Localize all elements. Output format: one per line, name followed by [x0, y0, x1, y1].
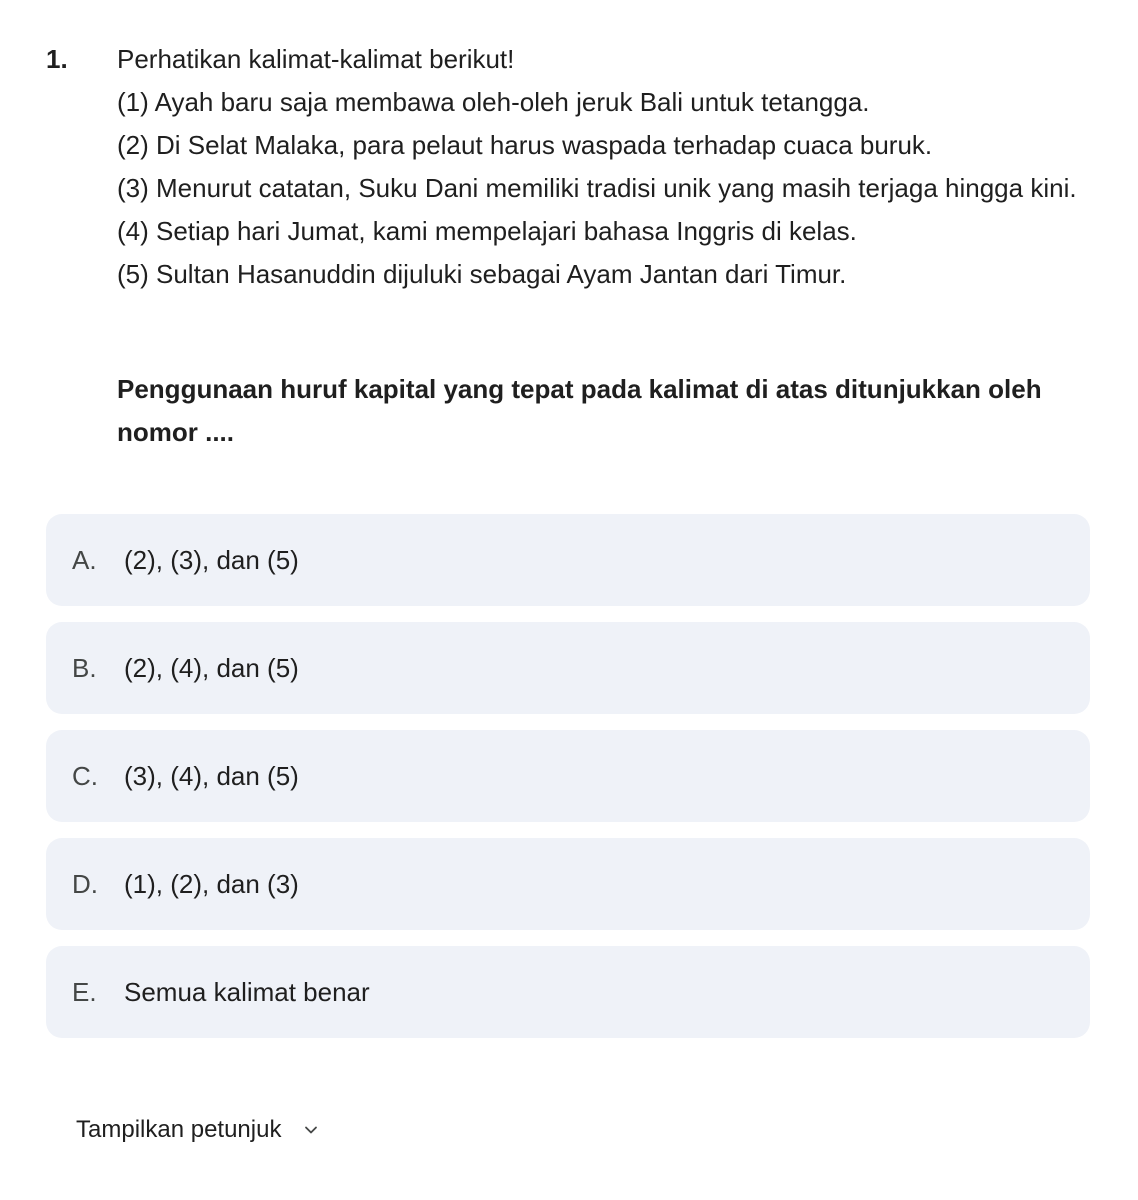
question-body	[117, 38, 1077, 296]
answer-options	[46, 514, 1090, 1054]
question-prompt: Penggunaan huruf kapital yang tepat pada kalimat di atas ditunjukkan oleh nomor ....	[117, 374, 1042, 447]
show-hint-label: Tampilkan petunjuk	[76, 1116, 282, 1143]
option-a[interactable]	[46, 514, 1090, 606]
sentence-5: (5) Sultan Hasanuddin dijuluki sebagai Ayam Jantan dari Timur.	[117, 259, 847, 289]
option-text: (1), (2), dan (3)	[124, 868, 299, 899]
option-text: (2), (4), dan (5)	[124, 652, 299, 683]
sentence-4: (4) Setiap hari Jumat, kami mempelajari bahasa Inggris di kelas.	[117, 216, 857, 246]
sentence-2: (2) Di Selat Malaka, para pelaut harus waspada terhadap cuaca buruk.	[117, 130, 933, 160]
option-text: (2), (3), dan (5)	[124, 544, 299, 575]
show-hint-button[interactable]	[76, 1116, 319, 1144]
option-d[interactable]	[46, 838, 1090, 930]
option-letter: C.	[72, 760, 98, 791]
question-number: 1.	[46, 44, 68, 74]
question-intro: Perhatikan kalimat-kalimat berikut!	[117, 44, 515, 74]
option-c[interactable]	[46, 730, 1090, 822]
chevron-down-icon	[303, 1122, 319, 1138]
sentence-3: (3) Menurut catatan, Suku Dani memiliki tradisi unik yang masih terjaga hingga kini.	[117, 173, 1077, 203]
option-b[interactable]	[46, 622, 1090, 714]
option-letter: B.	[72, 652, 97, 683]
option-letter: D.	[72, 868, 98, 899]
option-letter: E.	[72, 976, 97, 1007]
option-text: (3), (4), dan (5)	[124, 760, 299, 791]
sentence-1: (1) Ayah baru saja membawa oleh-oleh jeruk Bali untuk tetangga.	[117, 87, 870, 117]
option-text: Semua kalimat benar	[124, 976, 370, 1007]
option-e[interactable]	[46, 946, 1090, 1038]
option-letter: A.	[72, 544, 97, 575]
